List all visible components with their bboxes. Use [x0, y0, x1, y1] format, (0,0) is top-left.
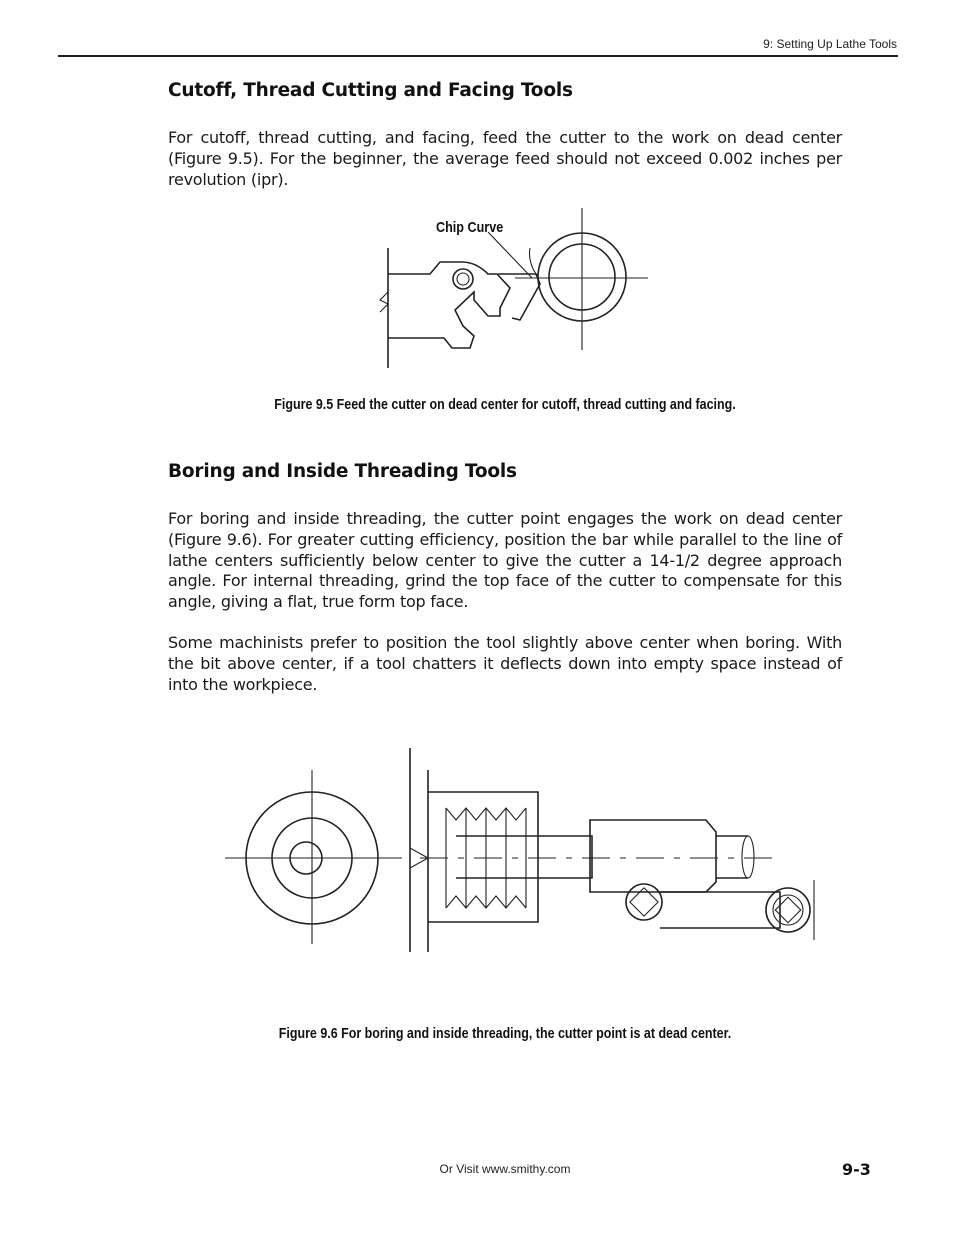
figure-9-6-diagram	[220, 740, 820, 960]
figure-9-5-caption: Figure 9.5 Feed the cutter on dead center for cutoff, thread cutting and facing.	[274, 397, 736, 413]
boring-paragraph-1: For boring and inside threading, the cutter point engages the work on dead center (Figure 9.6). For greater cutting efficiency, position the bar while parallel to the line of lathe centers sufficiently below center to give the cutter a 14-1/2 degree approach angle. For internal threading, grind the top face of the cutter to compensate for this angle, giving a flat, true form top face.	[168, 509, 842, 612]
tool-holder-block	[590, 820, 716, 892]
bar-end	[742, 836, 754, 878]
holder-screw-inner	[457, 273, 469, 285]
boring-paragraph-2: Some machinists prefer to position the tool slightly above center when boring. With the bit above center, if a tool chatters it deflects down into empty space instead of into the workpiece.	[168, 633, 842, 694]
holder-screw-outer	[453, 269, 473, 289]
section-heading-boring: Boring and Inside Threading Tools	[168, 461, 517, 482]
holder-screw-outer	[626, 884, 662, 920]
figure-9-6-caption: Figure 9.6 For boring and inside threading, the cutter point is at dead center.	[278, 1026, 732, 1042]
page-number: 9-3	[842, 1160, 871, 1179]
chip-curve	[529, 248, 538, 276]
header-rule	[58, 55, 898, 57]
running-head: 9: Setting Up Lathe Tools	[763, 37, 897, 51]
tool-holder-outline	[388, 262, 510, 348]
tool-post-arm	[660, 892, 780, 928]
tool-post-screw-mid	[773, 895, 803, 925]
cutoff-paragraph: For cutoff, thread cutting, and facing, feed the cutter to the work on dead center (Figure 9.5). For the beginner, the average feed should not exceed 0.002 inches per revolution (ipr).	[168, 128, 842, 189]
chip-curve-leader	[488, 232, 532, 278]
section-heading-cutoff: Cutoff, Thread Cutting and Facing Tools	[168, 80, 573, 101]
bar-shank	[538, 836, 592, 878]
footer-website: Or Visit www.smithy.com	[439, 1162, 571, 1176]
tool-post-screw-square	[775, 897, 800, 922]
break-mark	[380, 292, 388, 312]
chip-curve-label: Chip Curve	[436, 219, 504, 236]
figure-9-5-diagram	[370, 200, 660, 375]
